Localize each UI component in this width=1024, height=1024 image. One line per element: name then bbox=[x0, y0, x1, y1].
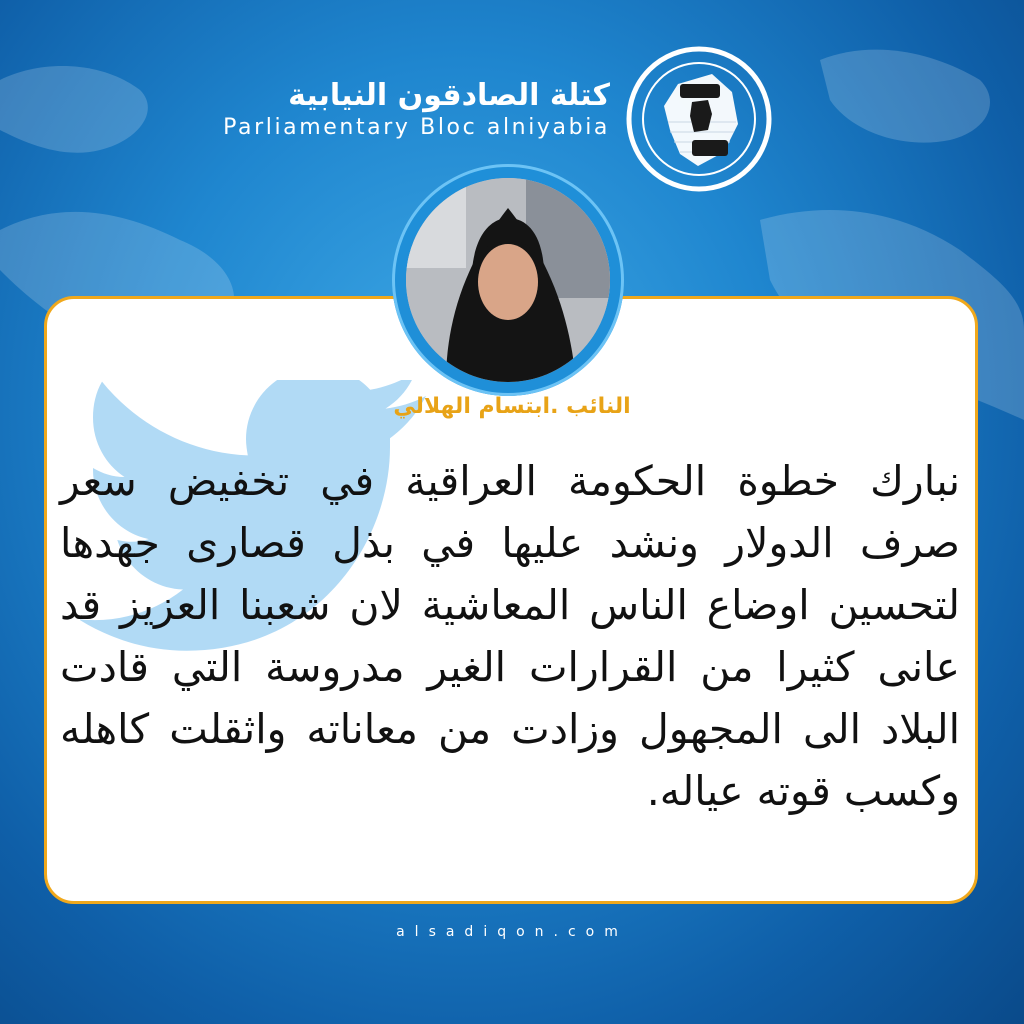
avatar bbox=[406, 178, 610, 382]
website-link[interactable]: alsadiqon.com bbox=[396, 924, 628, 940]
statement-text: نبارك خطوة الحكومة العراقية في تخفيض سعر صرف الدولار ونشد عليها في بذل قصارى جهدها لتحسين اوضاع الناس المعاشية لان شعبنا العزيز قد عانى كثيرا من القرارات الغير مدروسة التي قادت البلاد الى المجهول وزادت من معاناته واثقلت كاهله وكسب قوته عياله. bbox=[60, 457, 960, 815]
bloc-logo-icon bbox=[620, 44, 778, 194]
bloc-title-arabic: كتلة الصادقون النيابية bbox=[288, 78, 610, 113]
member-name: النائب .ابتسام الهلالي bbox=[393, 394, 631, 419]
bloc-header bbox=[200, 78, 610, 142]
bloc-title-english: Parliamentary Bloc alniyabia bbox=[223, 115, 610, 140]
